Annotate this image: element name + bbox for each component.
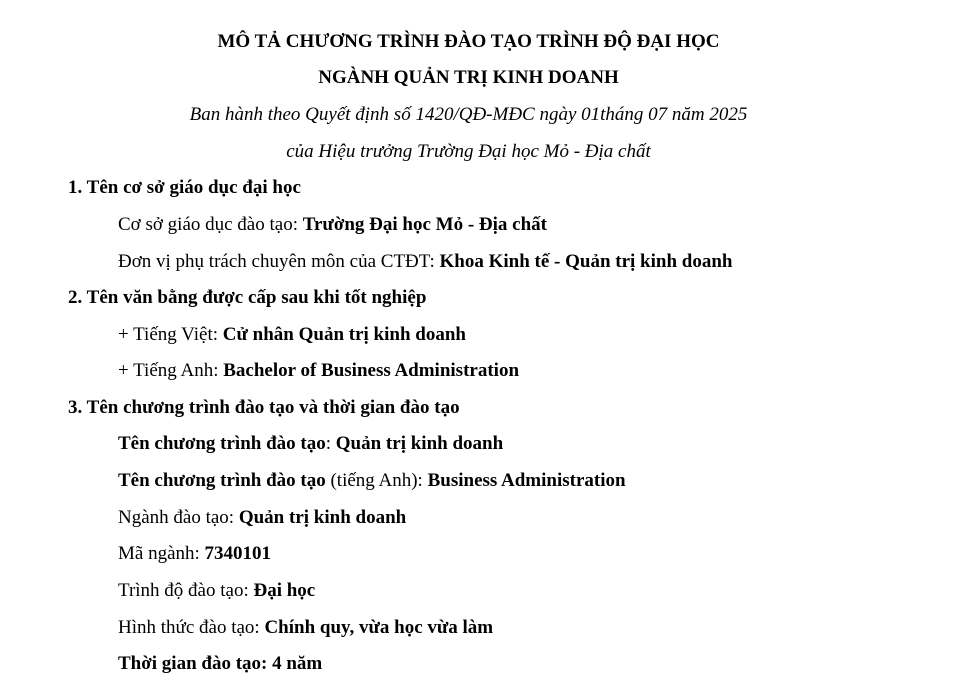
program-name-label: Tên chương trình đào tạo: [118, 433, 326, 454]
responsible-unit-label: Đơn vị phụ trách chuyên môn của CTĐT:: [118, 251, 440, 272]
training-duration-row: [118, 653, 322, 675]
training-mode-row: [118, 617, 493, 639]
major-label: Ngành đào tạo:: [118, 507, 239, 528]
responsible-unit-row: [118, 251, 733, 273]
training-level-label: Trình độ đào tạo:: [118, 580, 254, 601]
training-level-row: [118, 580, 315, 602]
program-name-english-label: Tên chương trình đào tạo: [118, 470, 326, 491]
section-3-heading: 3. Tên chương trình đào tạo và thời gian đào tạo: [68, 397, 460, 418]
major-row: [118, 507, 406, 529]
institution-label: Cơ sở giáo dục đào tạo:: [118, 214, 303, 235]
degree-vietnamese-row: [118, 324, 466, 346]
training-mode-value: Chính quy, vừa học vừa làm: [264, 617, 494, 638]
major-code-row: [118, 543, 271, 565]
training-duration-text: Thời gian đào tạo: 4 năm: [118, 653, 323, 674]
training-mode-label: Hình thức đào tạo:: [118, 617, 265, 638]
major-code-value: 7340101: [204, 543, 272, 564]
program-name-value: Quản trị kinh doanh: [335, 433, 504, 454]
training-level-value: Đại học: [253, 580, 316, 601]
decision-reference: Ban hành theo Quyết định số 1420/QĐ-MĐC ngày 01tháng 07 năm 2025: [189, 104, 748, 125]
program-name-english-paren: (tiếng Anh):: [325, 470, 428, 491]
responsible-unit-value: Khoa Kinh tế - Quản trị kinh doanh: [439, 251, 733, 272]
institution-row: [118, 214, 547, 236]
degree-vietnamese-value: Cử nhân Quản trị kinh doanh: [222, 324, 466, 345]
degree-english-label: + Tiếng Anh:: [118, 360, 224, 381]
document-title-line-1: MÔ TẢ CHƯƠNG TRÌNH ĐÀO TẠO TRÌNH ĐỘ ĐẠI HỌC: [217, 31, 720, 52]
document-title-line-2: NGÀNH QUẢN TRỊ KINH DOANH: [318, 67, 619, 88]
section-2-heading: 2. Tên văn bằng được cấp sau khi tốt nghiệp: [68, 287, 427, 308]
program-name-english-row: [118, 470, 626, 492]
degree-english-row: [118, 360, 519, 382]
major-code-label: Mã ngành:: [118, 543, 205, 564]
major-value: Quản trị kinh doanh: [238, 507, 407, 528]
program-name-separator: :: [325, 433, 336, 454]
section-1-heading: 1. Tên cơ sở giáo dục đại học: [68, 177, 301, 198]
degree-vietnamese-label: + Tiếng Việt:: [118, 324, 223, 345]
degree-english-value: Bachelor of Business Administration: [223, 360, 520, 381]
program-name-row: [118, 433, 503, 455]
institution-value: Trường Đại học Mỏ - Địa chất: [302, 214, 548, 235]
issuer-reference: của Hiệu trưởng Trường Đại học Mỏ - Địa chất: [286, 141, 651, 162]
program-name-english-value: Business Administration: [427, 470, 626, 491]
